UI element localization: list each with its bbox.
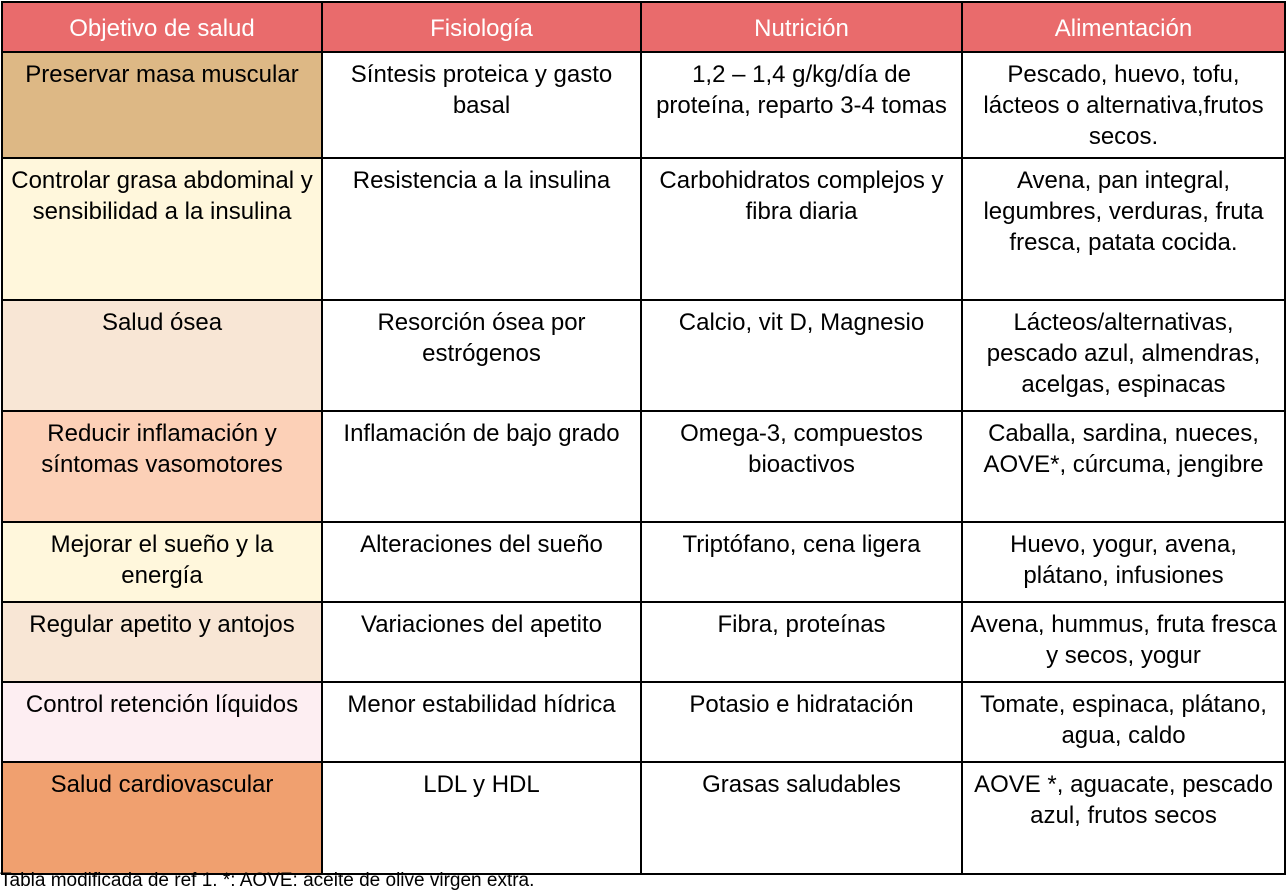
physiology-cell: Síntesis proteica y gasto basal	[322, 52, 641, 158]
physiology-cell: Resorción ósea por estrógenos	[322, 300, 641, 411]
goal-cell: Regular apetito y antojos	[2, 602, 322, 682]
physiology-cell: Alteraciones del sueño	[322, 522, 641, 602]
table-row	[2, 158, 1285, 300]
table-row	[2, 411, 1285, 522]
nutrition-cell: Triptófano, cena ligera	[641, 522, 962, 602]
food-cell: Avena, pan integral, legumbres, verduras, fruta fresca, patata cocida.	[962, 158, 1285, 300]
header-objetivo: Objetivo de salud	[2, 2, 322, 52]
nutrition-table	[1, 1, 1286, 875]
nutrition-cell: Fibra, proteínas	[641, 602, 962, 682]
nutrition-cell: Carbohidratos complejos y fibra diaria	[641, 158, 962, 300]
header-fisiologia: Fisiología	[322, 2, 641, 52]
goal-cell: Controlar grasa abdominal y sensibilidad a la insulina	[2, 158, 322, 300]
nutrition-cell: Omega-3, compuestos bioactivos	[641, 411, 962, 522]
table-row	[2, 522, 1285, 602]
food-cell: AOVE *, aguacate, pescado azul, frutos secos	[962, 762, 1285, 874]
physiology-cell: Resistencia a la insulina	[322, 158, 641, 300]
table-row	[2, 52, 1285, 158]
table-row	[2, 762, 1285, 874]
food-cell: Huevo, yogur, avena, plátano, infusiones	[962, 522, 1285, 602]
header-alimentacion: Alimentación	[962, 2, 1285, 52]
physiology-cell: LDL y HDL	[322, 762, 641, 874]
goal-cell: Preservar masa muscular	[2, 52, 322, 158]
physiology-cell: Variaciones del apetito	[322, 602, 641, 682]
food-cell: Caballa, sardina, nueces, AOVE*, cúrcuma, jengibre	[962, 411, 1285, 522]
table-row	[2, 300, 1285, 411]
food-cell: Tomate, espinaca, plátano, agua, caldo	[962, 682, 1285, 762]
table-footnote: Tabla modificada de ref 1. *: AOVE: aceite de olive virgen extra.	[0, 870, 535, 891]
food-cell: Avena, hummus, fruta fresca y secos, yogur	[962, 602, 1285, 682]
table-row	[2, 602, 1285, 682]
goal-cell: Mejorar el sueño y la energía	[2, 522, 322, 602]
food-cell: Pescado, huevo, tofu, lácteos o alternativa,frutos secos.	[962, 52, 1285, 158]
header-nutricion: Nutrición	[641, 2, 962, 52]
nutrition-cell: Calcio, vit D, Magnesio	[641, 300, 962, 411]
physiology-cell: Inflamación de bajo grado	[322, 411, 641, 522]
goal-cell: Control retención líquidos	[2, 682, 322, 762]
goal-cell: Salud ósea	[2, 300, 322, 411]
goal-cell: Salud cardiovascular	[2, 762, 322, 874]
goal-cell: Reducir inflamación y síntomas vasomotores	[2, 411, 322, 522]
table-header-row	[2, 2, 1285, 52]
table-row	[2, 682, 1285, 762]
nutrition-cell: Potasio e hidratación	[641, 682, 962, 762]
nutrition-cell: Grasas saludables	[641, 762, 962, 874]
nutrition-cell: 1,2 – 1,4 g/kg/día de proteína, reparto 3-4 tomas	[641, 52, 962, 158]
physiology-cell: Menor estabilidad hídrica	[322, 682, 641, 762]
food-cell: Lácteos/alternativas, pescado azul, almendras, acelgas, espinacas	[962, 300, 1285, 411]
